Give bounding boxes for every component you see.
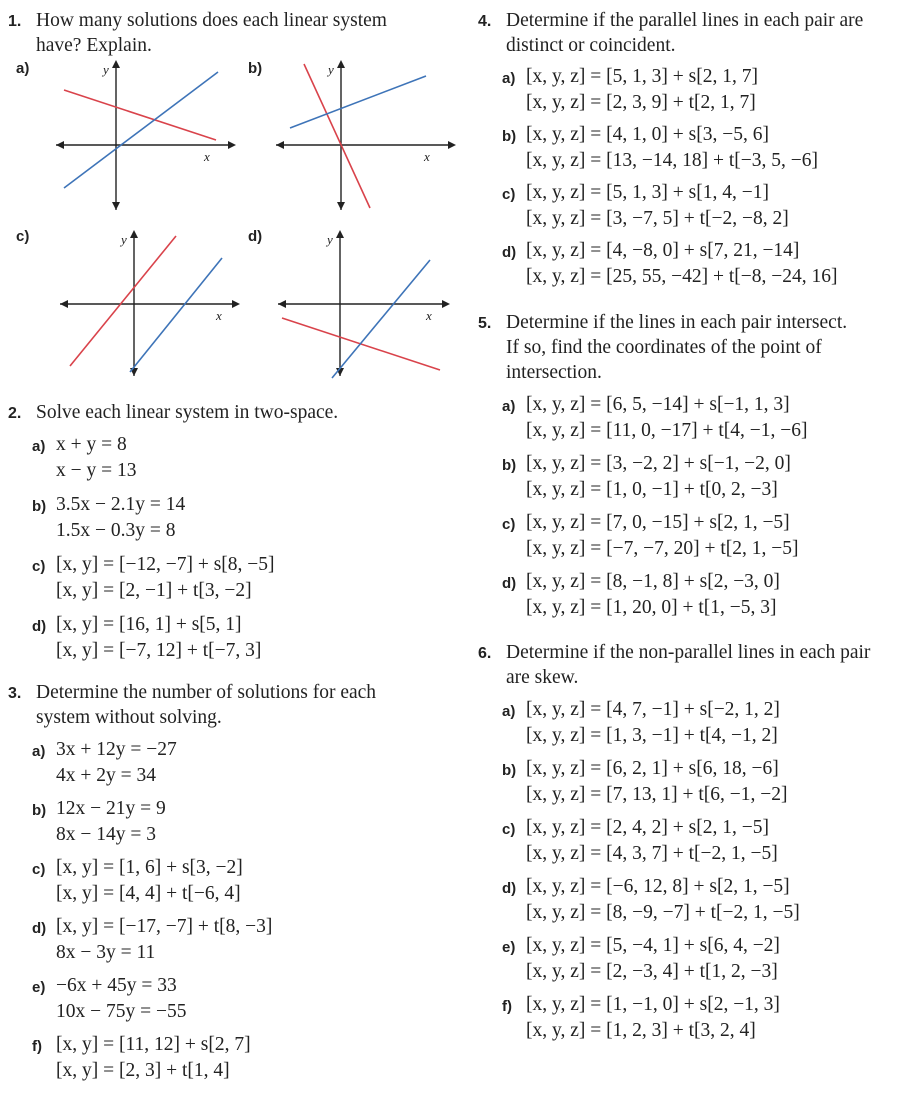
x-axis-arrow xyxy=(232,300,240,308)
graph-label-d: d) xyxy=(248,228,263,245)
y-axis-arrow xyxy=(112,60,120,68)
blue-line xyxy=(64,72,218,188)
question-text: Determine the number of solutions for each xyxy=(36,682,377,703)
question-text: If so, find the coordinates of the point of xyxy=(506,337,822,358)
x-axis-label: x xyxy=(424,149,430,164)
question-text: Determine if the non-parallel lines in each pair xyxy=(506,642,871,663)
question-text: are skew. xyxy=(506,667,579,688)
y-axis-label: y xyxy=(103,62,109,77)
question-number: 3. xyxy=(8,685,22,702)
x-axis-label: x xyxy=(216,308,222,323)
y-axis-arrow-bottom xyxy=(337,202,345,210)
blue-line xyxy=(290,76,426,128)
question-text: Determine if the lines in each pair intersect. xyxy=(506,312,848,333)
graph-label-c: c) xyxy=(16,228,30,245)
question-number: 6. xyxy=(478,645,492,662)
x-axis-arrow-left xyxy=(56,141,64,149)
x-axis-label: x xyxy=(204,149,210,164)
graph-d xyxy=(278,230,450,378)
y-axis-arrow xyxy=(130,230,138,238)
red-line xyxy=(304,64,370,208)
x-axis-arrow xyxy=(448,141,456,149)
question-number: 5. xyxy=(478,315,492,332)
y-axis-label: y xyxy=(121,232,127,247)
question-text: Determine if the parallel lines in each pair are xyxy=(506,10,864,31)
graph-b xyxy=(276,60,456,210)
y-axis-label: y xyxy=(328,62,334,77)
x-axis-label: x xyxy=(426,308,432,323)
y-axis-arrow-bottom xyxy=(112,202,120,210)
question-text: have? Explain. xyxy=(36,35,152,56)
question-text: distinct or coincident. xyxy=(506,35,676,56)
x-axis-arrow-left xyxy=(60,300,68,308)
graph-a xyxy=(56,60,236,210)
x-axis-arrow-left xyxy=(278,300,286,308)
blue-line xyxy=(332,260,430,378)
x-axis-arrow xyxy=(442,300,450,308)
x-axis-arrow xyxy=(228,141,236,149)
graph-label-a: a) xyxy=(16,60,30,77)
y-axis-arrow xyxy=(336,230,344,238)
question-text: system without solving. xyxy=(36,707,222,728)
question-number: 1. xyxy=(8,13,22,30)
question-number: 4. xyxy=(478,13,492,30)
x-axis-arrow-left xyxy=(276,141,284,149)
graph-label-b: b) xyxy=(248,60,263,77)
red-line xyxy=(64,90,216,140)
question-text: Solve each linear system in two-space. xyxy=(36,402,339,423)
question-number: 2. xyxy=(8,405,22,422)
y-axis-label: y xyxy=(327,232,333,247)
graph-c xyxy=(60,230,240,378)
question-text: How many solutions does each linear system xyxy=(36,10,387,31)
y-axis-arrow xyxy=(337,60,345,68)
red-line xyxy=(70,236,176,366)
y-axis-arrow-bottom xyxy=(130,368,138,376)
question-text: intersection. xyxy=(506,362,602,383)
